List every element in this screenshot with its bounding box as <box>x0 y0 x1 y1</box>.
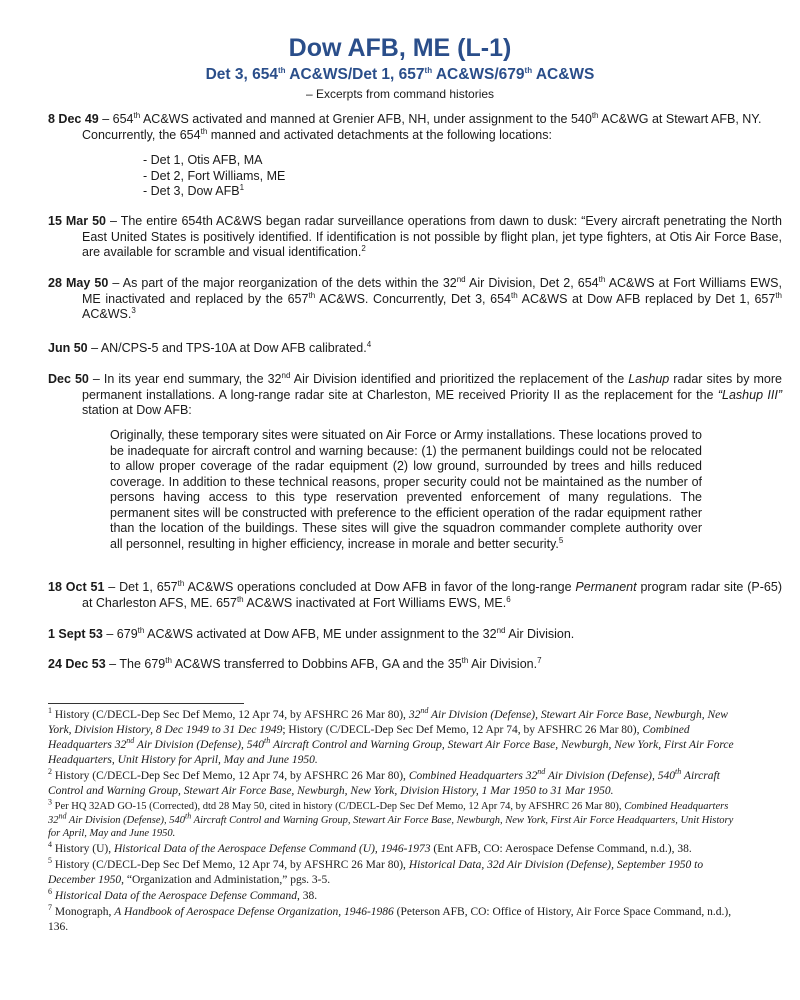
footnote-7: $^7$ Monograph, A Handbook of Aerospace Defense Organization, 1946-1986 (Peterson AFB, CO: Office of History, Air Force Space Command, n.d.), 136. <box>48 902 732 933</box>
footnote-4: $^4$ History (U), Historical Data of the Aerospace Defense Command (U), 1946-1973 (Ent AFB, CO: Aerospace Defense Command, n.d.), 38. <box>48 839 692 855</box>
footnote-2: $^2$ History (C/DECL-Dep Sec Def Memo, 12 Apr 74, by AFSHRC 26 Mar 80), Combined Headquarters 32nd Air Division (Defense), 540th Aircraft Control and Warning Group, Stewart Air Force Base, Newburgh, New York, Division History, 1 Mar 1950 to 31 Mar 1950. <box>48 767 720 797</box>
list-item: - Det 2, Fort Williams, ME <box>143 168 286 183</box>
entry-28-may-50: 28 May 50 – As part of the major reorganization of the dets within the 32nd Air Division, Det 2, 654th AC&WS at Fort Williams EWS, ME inactivated and replaced by the 657th AC&WS. Concurrently, Det 3, 654th AC&WS at Dow AFB replaced by Det 1, 657th AC&WS.$^3$ <box>48 274 782 321</box>
page-subheading: – Excerpts from command histories <box>305 87 495 101</box>
page-subtitle: Det 3, 654th AC&WS/Det 1, 657th AC&WS/679th AC&WS <box>205 65 595 83</box>
footnote-ref: 6 <box>506 594 511 604</box>
footnotes <box>48 708 742 936</box>
entry-1-sept-53: 1 Sept 53 – 679th AC&WS activated at Dow AFB, ME under assignment to the 32nd Air Division. <box>48 625 575 641</box>
footnote-5: $^5$ History (C/DECL-Dep Sec Def Memo, 12 Apr 74, by AFSHRC 26 Mar 80), Historical Data, 32d Air Division (Defense), September 1950 to December 1950, “Organization and Administation,” pgs. 3-5. <box>48 855 704 886</box>
footnote-ref: 1 <box>239 182 245 192</box>
footnote-ref: 5 <box>558 535 564 545</box>
entry-8-dec-49: 8 Dec 49 – 654th AC&WS activated and manned at Grenier AFB, NH, under assignment to the 540th AC&WG at Stewart AFB, NY. Concurrently, the 654th manned and activated detachments at the following locations: <box>48 110 762 142</box>
footnote-ref: 7 <box>537 655 542 665</box>
footnote-3: $^3$ Per HQ 32AD GO-15 (Corrected), dtd 28 May 50, cited in history (C/DECL-Dep Sec Def Memo, 12 Apr 74, by AFSHRC 26 Mar 80), Combined Headquarters 32nd Air Division (Defense), 540th Aircraft Control and Warning Group, Stewart Air Force Base, Newburgh, New York, First Air Force Headquarters, Unit History for April, May and June 1950. <box>48 797 734 839</box>
block-quote: Originally, these temporary sites were situated on Air Force or Army installations. These locations proved to be inadequate for aircraft control and warning because: (1) the permanent buildings could not be relocated to allow proper coverage of the radar equipment (2) low ground, surrounded by trees and hills reduced coverage. In addition to these technical reasons, proper security could not be maintained as the number of persons having access to this type reservation prevented enforcement of many regulations. The permanent sites will be constructed with preference to the efficient operation of the radar equipment rather than the location of the buildings. These sites will give the squadron commander complete authority over all personnel, resulting in higher efficiency, increase in morale and better security.$^5$ <box>110 428 702 551</box>
footnote-ref: 3 <box>131 305 136 315</box>
footnote-divider <box>48 703 244 704</box>
list-item: - Det 3, Dow AFB$^1$ <box>143 182 245 198</box>
footnote-1: $^1$ History (C/DECL-Dep Sec Def Memo, 12 Apr 74, by AFSHRC 26 Mar 80), 32nd Air Division (Defense), Stewart Air Force Base, Newburgh, New York, Division History, 8 Dec 1949 to 31 Dec 1949; History (C/DECL-Dep Sec Def Memo, 12 Apr 74, by AFSHRC 26 Mar 80), Combined Headquarters 32nd Air Division (Defense), 540th Aircraft Control and Warning Group, Stewart Air Force Base, Newburgh, New York, First Air Force Headquarters, Unit History for April, May and June 1950. <box>48 706 734 766</box>
page-title: Dow AFB, ME (L-1) <box>288 34 512 62</box>
footnote-ref: 4 <box>366 339 372 349</box>
footnote-6: $^6$ Historical Data of the Aerospace Defense Command, 38. <box>48 886 318 902</box>
entry-jun-50: Jun 50 – AN/CPS-5 and TPS-10A at Dow AFB calibrated.$^4$ <box>48 339 372 355</box>
entry-15-mar-50: 15 Mar 50 – The entire 654th AC&WS began radar surveillance operations from dawn to dusk: “Every aircraft penetrating the North East United States is positively identified. If identification is not possible by flight plan, jet type fighters, at Otis Air Force Base, are available for scramble and visual identification.$^2$ <box>48 214 782 259</box>
detachment-list <box>143 153 543 200</box>
entry-dec-50: Dec 50 – In its year end summary, the 32nd Air Division identified and prioritized the replacement of the Lashup radar sites by more permanent installations. A long-range radar site at Charleston, ME received Priority II as the replacement for the “Lashup III” station at Dow AFB: <box>48 370 782 417</box>
entry-24-dec-53: 24 Dec 53 – The 679th AC&WS transferred to Dobbins AFB, GA and the 35th Air Division.$^7$ <box>48 655 542 671</box>
list-item: - Det 1, Otis AFB, MA <box>143 153 263 167</box>
footnote-ref: 2 <box>361 243 366 253</box>
entry-18-oct-51: 18 Oct 51 – Det 1, 657th AC&WS operations concluded at Dow AFB in favor of the long-range Permanent program radar site (P-65) at Charleston AFS, ME. 657th AC&WS inactivated at Fort Williams EWS, ME.$^6$ <box>48 578 782 610</box>
